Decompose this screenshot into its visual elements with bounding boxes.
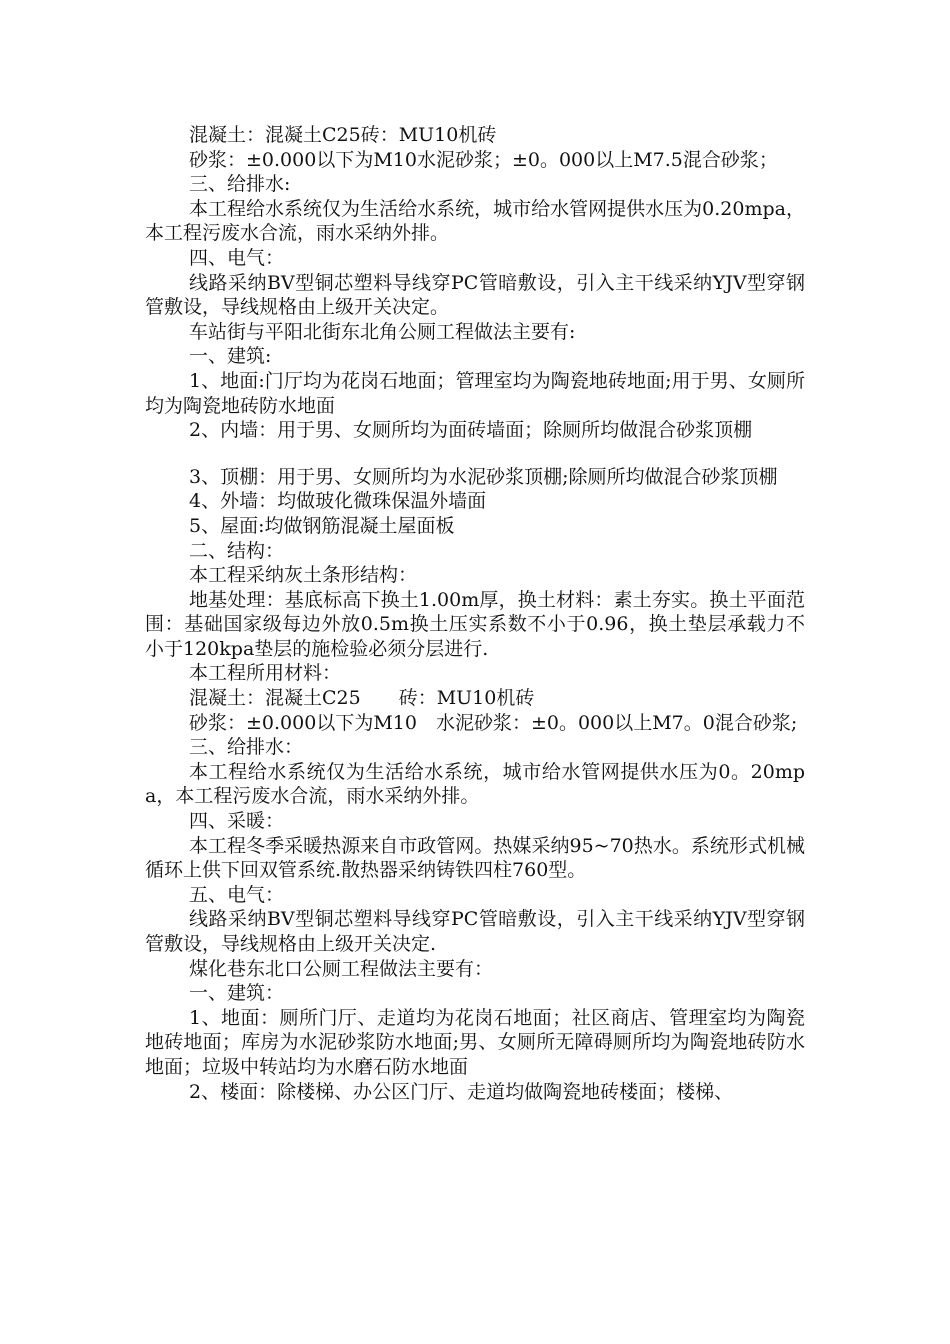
paragraph-electrical-2: 线路采纳BV型铜芯塑料导线穿PC管暗敷设，引入主干线采纳YJV型穿钢管敷设，导线规格由上级开关决定. — [145, 908, 805, 955]
heading-architecture-2: 一、建筑： — [189, 982, 285, 1005]
paragraph-electrical-1: 线路采纳BV型铜芯塑料导线穿PC管暗敷设，引入主干线采纳YJV型穿钢管敷设，导线规格由上级开关决定。 — [145, 271, 805, 319]
heading-water-supply-1: 三、给排水: — [189, 173, 291, 196]
heading-architecture-1: 一、建筑: — [189, 345, 272, 368]
section-title-meihua: 煤化巷东北口公厕工程做法主要有： — [189, 957, 494, 980]
heading-heating: 四、采暖： — [189, 810, 285, 833]
paragraph-water-supply-2: 本工程给水系统仅为生活给水系统，城市给水管网提供水压为0。20mpa，本工程污废水合流，雨水采纳外排。 — [145, 760, 805, 808]
paragraph-floor-1: 1、地面:门厅均为花岗石地面；管理室均为陶瓷地砖地面;用于男、女厕所均为陶瓷地砖防水地面 — [145, 369, 805, 417]
heading-electrical-2: 五、电气： — [189, 883, 285, 906]
paragraph-water-supply-1: 本工程给水系统仅为生活给水系统，城市给水管网提供水压为0.20mpa，本工程污废水合流，雨水采纳外排。 — [145, 197, 805, 245]
paragraph-mortar-1: 砂浆：±0.000以下为M10水泥砂浆；±0。000以上M7.5混合砂浆； — [189, 148, 778, 171]
paragraph-mortar-2: 砂浆：±0.000以下为M10 水泥砂浆：±0。000以上M7。0混合砂浆; — [189, 711, 798, 734]
paragraph-upper-floor: 2、楼面：除楼梯、办公区门厅、走道均做陶瓷地砖楼面；楼梯、 — [189, 1080, 734, 1103]
paragraph-materials-title: 本工程所用材料： — [189, 662, 342, 685]
heading-water-supply-2: 三、给排水： — [189, 736, 304, 759]
paragraph-floor-2: 1、地面：厕所门厅、走道均为花岗石地面；社区商店、管理室均为陶瓷地砖地面；库房为水泥砂浆防水地面;男、女厕所无障碍厕所均为陶瓷地砖防水地面；垃圾中转站均为水磨石防水地面 — [145, 1006, 805, 1078]
paragraph-concrete-2: 混凝土：混凝土C25 砖：MU10机砖 — [189, 687, 535, 710]
paragraph-roof-1: 5、屋面:均做钢筋混凝土屋面板 — [189, 514, 455, 537]
paragraph-concrete-1: 混凝土：混凝土C25砖：MU10机砖 — [189, 124, 497, 146]
document-page — [145, 123, 805, 1104]
paragraph-heating: 本工程冬季采暖热源来自市政管网。热媒采纳95~70热水。系统形式机械循环上供下回双管系统.散热器采纳铸铁四柱760型。 — [145, 834, 805, 882]
paragraph-foundation: 地基处理：基底标高下换土1.00m厚，换土材料：素土夯实。换土平面范围：基础国家级每边外放0.5m换土压实系数不小于0.96，换土垫层承载力不小于120kpa垫层的施检验必须分层进行. — [145, 588, 805, 660]
paragraph-ceiling-1: 3、顶棚：用于男、女厕所均为水泥砂浆顶棚;除厕所均做混合砂浆顶棚 — [189, 465, 778, 488]
heading-structure-1: 二、结构： — [189, 539, 285, 562]
paragraph-structure-type: 本工程采纳灰土条形结构： — [189, 564, 418, 587]
paragraph-inner-wall-1: 2、内墙：用于男、女厕所均为面砖墙面；除厕所均做混合砂浆顶棚 — [189, 419, 753, 442]
blank-line — [145, 443, 805, 465]
paragraph-outer-wall-1: 4、外墙：均做玻化微珠保温外墙面 — [189, 490, 487, 513]
section-title-chezhan: 车站街与平阳北街东北角公厕工程做法主要有: — [189, 320, 576, 343]
heading-electrical-1: 四、电气： — [189, 246, 285, 269]
